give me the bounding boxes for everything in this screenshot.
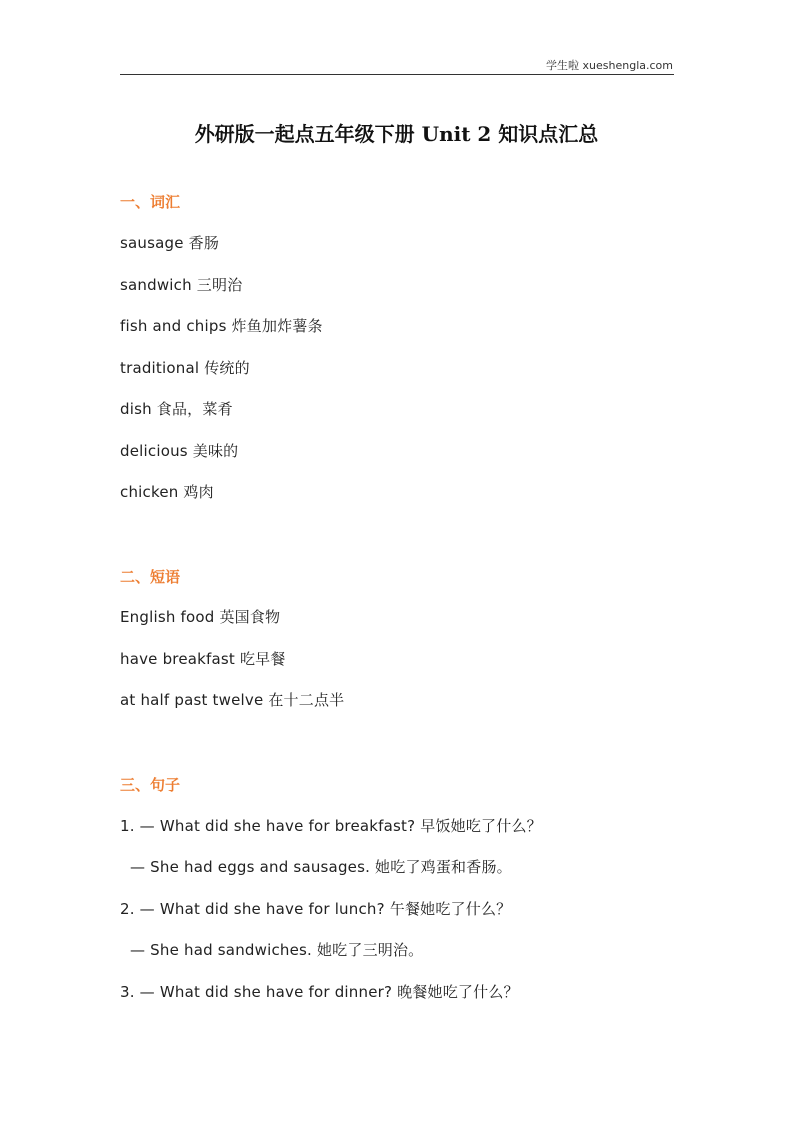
phrase-item: have breakfast 吃早餐 — [120, 650, 286, 668]
phrase-item: English food 英国食物 — [120, 608, 281, 626]
vocab-heading: 一、词汇 — [120, 193, 181, 211]
sentence-answer: — She had eggs and sausages. 她吃了鸡蛋和香肠。 — [130, 858, 512, 876]
sentence-question: 3. — What did she have for dinner? 晚餐她吃了什么？ — [120, 983, 519, 1001]
sentence-question: 2. — What did she have for lunch? 午餐她吃了什么？ — [120, 900, 512, 918]
vocab-item: traditional 传统的 — [120, 359, 250, 377]
sentences-heading: 三、句子 — [120, 776, 181, 794]
vocab-item: chicken 鸡肉 — [120, 483, 214, 501]
vocab-item: sandwich 三明治 — [120, 276, 243, 294]
header-divider — [120, 74, 674, 75]
sentence-question: 1. — What did she have for breakfast? 早饭她吃了什么？ — [120, 817, 542, 835]
phrases-heading: 二、短语 — [120, 568, 181, 586]
site-watermark-text: 学生啦 xueshengla.com — [546, 59, 673, 72]
document-title: 外研版一起点五年级下册 Unit 2 知识点汇总 — [194, 122, 599, 146]
vocab-item: dish 食品，菜肴 — [120, 400, 233, 418]
phrase-item: at half past twelve 在十二点半 — [120, 691, 345, 709]
vocab-item: sausage 香肠 — [120, 234, 220, 252]
vocab-item: fish and chips 炸鱼加炸薯条 — [120, 317, 323, 335]
vocab-item: delicious 美味的 — [120, 442, 239, 460]
sentence-answer: — She had sandwiches. 她吃了三明治。 — [130, 941, 424, 959]
